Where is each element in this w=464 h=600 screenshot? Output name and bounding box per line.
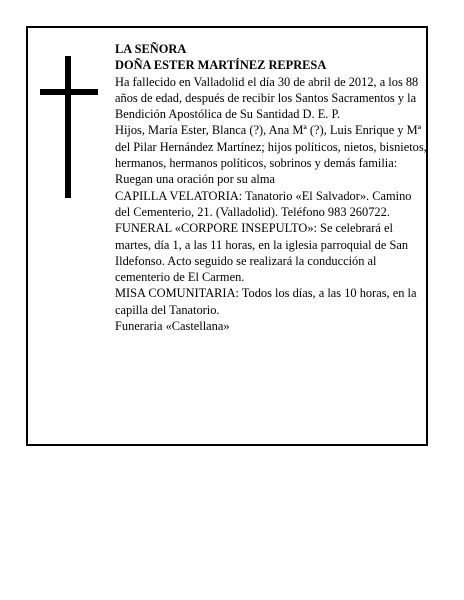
family-list: Hijos, María Ester, Blanca (?), Ana Mª (?), Luis Enrique y Mª del Pilar Hernández Martínez; hijos políticos, nietos, bisnietos, hermanos, hermanos políticos, sobrinos y demás familia: bbox=[115, 123, 427, 171]
prayer-request: Ruegan una oración por su alma bbox=[115, 172, 275, 187]
deceased-name: DOÑA ESTER MARTÍNEZ REPRESA bbox=[115, 58, 327, 73]
cross-vertical-bar bbox=[65, 56, 71, 198]
community-mass-info: MISA COMUNITARIA: Todos los días, a las 10 horas, en la capilla del Tanatorio. bbox=[115, 286, 417, 317]
obituary-notice bbox=[26, 26, 428, 446]
death-notice: Ha fallecido en Valladolid el día 30 de abril de 2012, a los 88 años de edad, después de recibir los Santos Sacramentos y la Bendición Apostólica de Su Santidad D. E. P. bbox=[115, 74, 419, 122]
obituary-text bbox=[115, 41, 427, 334]
funeral-home: Funeraria «Castellana» bbox=[115, 319, 230, 334]
latin-cross-icon bbox=[40, 56, 98, 198]
funeral-info: FUNERAL «CORPORE INSEPULTO»: Se celebrará el martes, día 1, a las 11 horas, en la iglesia parroquial de San Ildefonso. Acto seguido se realizará la conducción al cementerio de El Carmen. bbox=[115, 221, 409, 285]
wake-chapel-info: CAPILLA VELATORIA: Tanatorio «El Salvador». Camino del Cementerio, 21. (Valladolid). Teléfono 983 260722. bbox=[115, 188, 412, 219]
cross-horizontal-bar bbox=[40, 89, 98, 95]
deceased-title: LA SEÑORA bbox=[115, 42, 187, 56]
